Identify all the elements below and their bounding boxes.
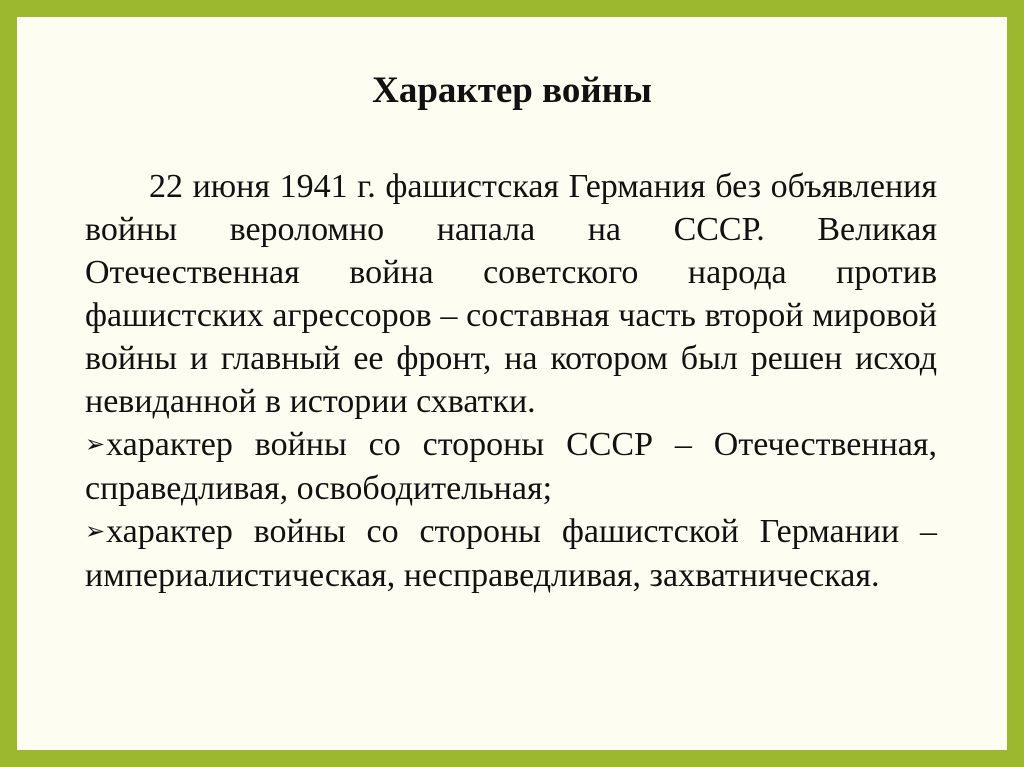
- slide-title: Характер войны: [372, 70, 652, 111]
- arrow-bullet-icon: ➢: [85, 432, 106, 458]
- slide-body: [85, 165, 937, 597]
- bullet-item-germany: [85, 510, 937, 597]
- bullet-item-ussr: [85, 423, 937, 510]
- bullet-text-germany: характер войны со стороны фашистской Германии – империалистическая, несправедливая, захватническая.: [85, 513, 937, 594]
- arrow-bullet-icon: ➢: [85, 519, 106, 545]
- slide-frame: [17, 17, 1007, 750]
- bullet-text-ussr: характер войны со стороны СССР – Отечественная, справедливая, освободительная;: [85, 426, 937, 507]
- intro-paragraph: 22 июня 1941 г. фашистская Германия без объявления войны вероломно напала на СССР. Великая Отечественная война советского народа против фашистских агрессоров – составная часть второй мировой войны и главный ее фронт, на котором был решен исход невиданной в истории схватки.: [85, 168, 937, 420]
